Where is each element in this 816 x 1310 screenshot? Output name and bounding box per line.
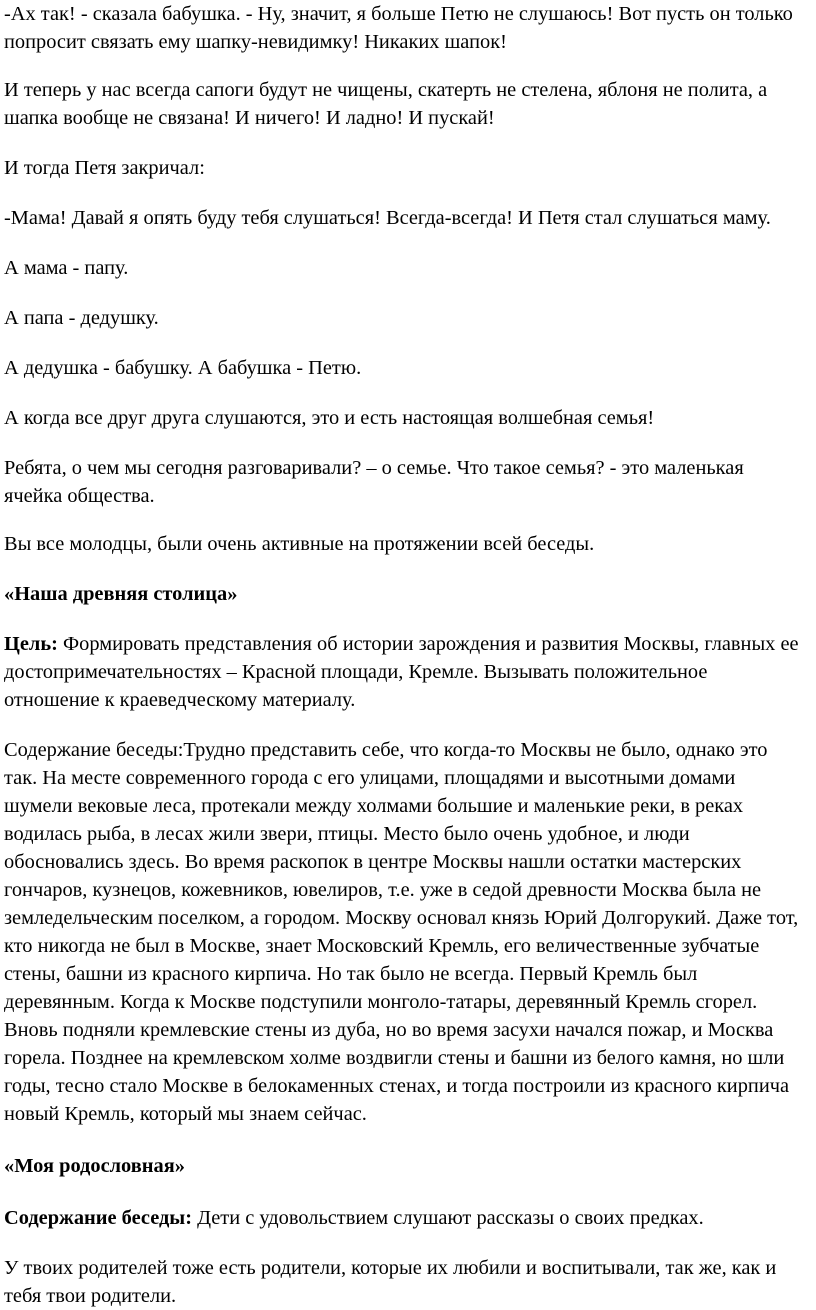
section-content-capital: Содержание беседы:Трудно представить себе, что когда-то Москвы не было, однако это так. На месте современного города с его улицами, площадями и высотными домами шумели вековые леса, протекали между холмами большие и маленькие реки, в реках водилась рыба, в лесах жили звери, птицы. Место было очень удобное, и люди обосновались здесь. Во время раскопок в центре Москвы нашли остатки мастерских гончаров, кузнецов, кожевников, ювелиров, т.е. уже в седой древности Москва была не земледельческим поселком, а городом. Москву основал князь Юрий Долгорукий. Даже тот, кто никогда не был в Москве, знает Московский Кремль, его величественные зубчатые стены, башни из красного кирпича. Но так было не всегда. Первый Кремль был деревянным. Когда к Москве подступили монголо-татары, деревянный Кремль сгорел. Вновь подняли кремлевские стены из дуба, но во время засухи начался пожар, и Москва горела. Позднее на кремлевском холме воздвигли стены и башни из белого камня, но шли годы, тесно стало Москве в белокаменных стенах, и тогда построили из красного кирпича новый Кремль, который мы знаем сейчас. (4, 739, 799, 1125)
story-paragraph-8: А когда все друг друга слушаются, это и есть настоящая волшебная семья! (4, 407, 655, 429)
story-paragraph-3: И тогда Петя закричал: (4, 157, 205, 179)
genealogy-paragraph: У твоих родителей тоже есть родители, которые их любили и воспитывали, так же, как и тебя твои родители. (4, 1257, 777, 1307)
story-paragraph-2: И теперь у нас всегда сапоги будут не чищены, скатерть не стелена, яблоня не полита, а шапка вообще не связана! И ничего! И ладно! И пускай! (4, 79, 768, 129)
section-title-genealogy (4, 1152, 802, 1180)
story-paragraph-6: А папа - дедушку. (4, 307, 159, 329)
section-title-genealogy-text: «Моя родословная» (4, 1155, 185, 1177)
content-text: Дети с удовольствием слушают рассказы о своих предках. (192, 1207, 704, 1229)
story-paragraph-1: -Ах так! - сказала бабушка. - Ну, значит, я больше Петю не слушаюсь! Вот пусть он только попросит связать ему шапку-невидимку! Никаких шапок! (4, 3, 793, 53)
goal-text: Формировать представления об истории зарождения и развития Москвы, главных ее достопримечательностях – Красной площади, Кремле. Вызывать положительное отношение к краеведческому материалу. (4, 633, 799, 711)
story-paragraph-5: А мама - папу. (4, 257, 129, 279)
story-paragraph-7: А дедушка - бабушку. А бабушка - Петю. (4, 357, 362, 379)
section-title-capital-text: «Наша древняя столица» (4, 583, 238, 605)
section-goal (4, 630, 802, 714)
goal-label: Цель: (4, 633, 58, 655)
section-content-genealogy (4, 1204, 802, 1232)
discussion-question: Ребята, о чем мы сегодня разговаривали? – о семье. Что такое семья? - это маленькая ячейка общества. (4, 457, 744, 507)
section-title-capital (4, 580, 802, 608)
story-paragraph-4: -Мама! Давай я опять буду тебя слушаться! Всегда-всегда! И Петя стал слушаться маму. (4, 207, 771, 229)
content-label: Содержание беседы: (4, 1207, 192, 1229)
closing-praise: Вы все молодцы, были очень активные на протяжении всей беседы. (4, 533, 595, 555)
